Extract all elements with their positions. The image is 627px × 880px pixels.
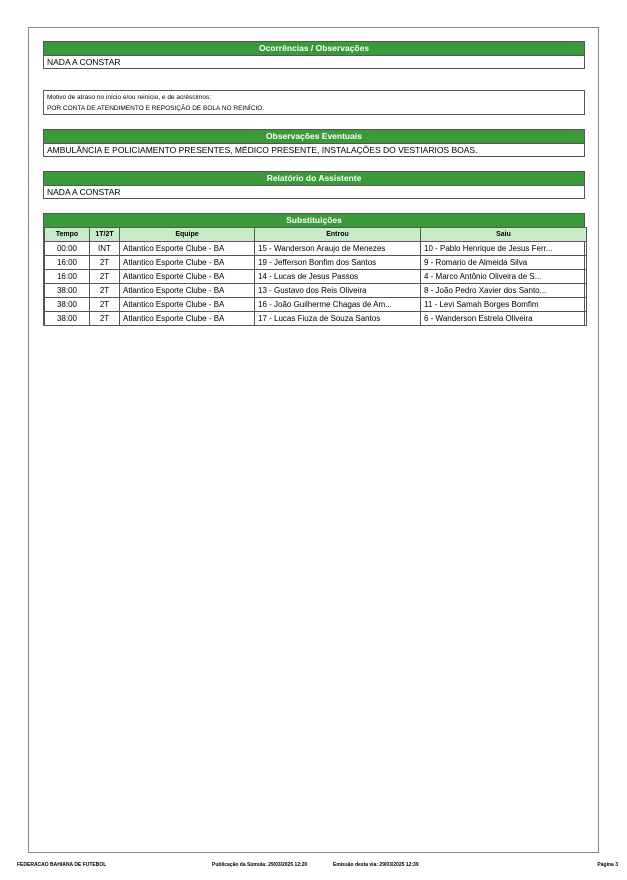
cell-periodo: 2T — [90, 298, 120, 312]
cell-saiu: 4 - Marco Antônio Oliveira de S... — [421, 270, 587, 284]
cell-periodo: 2T — [90, 256, 120, 270]
table-row — [45, 284, 587, 298]
cell-equipe: Atlantico Esporte Clube - BA — [120, 242, 255, 256]
cell-periodo: 2T — [90, 312, 120, 326]
substituicoes-title: Substituições — [44, 214, 584, 227]
footer-emissao: Emissão desta via: 29/03/2025 12:39 — [333, 862, 419, 868]
cell-tempo: 38:00 — [45, 298, 90, 312]
atraso-section — [43, 90, 585, 115]
eventuais-section — [43, 129, 585, 157]
assistente-title: Relatório do Assistente — [44, 172, 584, 186]
footer-org: FEDERACAO BAHIANA DE FUTEBOL — [17, 862, 107, 868]
cell-tempo: 00:00 — [45, 242, 90, 256]
cell-equipe: Atlantico Esporte Clube - BA — [120, 298, 255, 312]
cell-tempo: 38:00 — [45, 284, 90, 298]
cell-entrou: 17 - Lucas Fiuza de Souza Santos — [255, 312, 421, 326]
col-header-saiu: Saiu — [421, 228, 587, 242]
col-header-entrou: Entrou — [255, 228, 421, 242]
table-row — [45, 270, 587, 284]
cell-equipe: Atlantico Esporte Clube - BA — [120, 256, 255, 270]
cell-tempo: 38:00 — [45, 312, 90, 326]
cell-periodo: INT — [90, 242, 120, 256]
cell-entrou: 16 - João Guilherme Chagas de Am... — [255, 298, 421, 312]
ocorrencias-section — [43, 41, 585, 69]
cell-saiu: 8 - João Pedro Xavier dos Santo... — [421, 284, 587, 298]
assistente-text: NADA A CONSTAR — [47, 187, 121, 197]
cell-periodo: 2T — [90, 284, 120, 298]
substituicoes-table — [44, 227, 587, 326]
assistente-section — [43, 171, 585, 199]
table-row — [45, 256, 587, 270]
table-row — [45, 312, 587, 326]
cell-saiu: 11 - Levi Samah Borges Bomfim — [421, 298, 587, 312]
atraso-label: Motivo de atraso no início e/ou reinício, e de acréscimos: — [47, 94, 212, 101]
cell-entrou: 19 - Jefferson Bonfim dos Santos — [255, 256, 421, 270]
footer-pagina: Página 3 — [597, 862, 618, 868]
table-header-row — [45, 228, 587, 242]
table-row — [45, 242, 587, 256]
cell-saiu: 6 - Wanderson Estrela Oliveira — [421, 312, 587, 326]
cell-equipe: Atlantico Esporte Clube - BA — [120, 312, 255, 326]
cell-entrou: 14 - Lucas de Jesus Passos — [255, 270, 421, 284]
cell-tempo: 16:00 — [45, 270, 90, 284]
col-header-equipe: Equipe — [120, 228, 255, 242]
cell-tempo: 16:00 — [45, 256, 90, 270]
eventuais-text: AMBULÂNCIA E POLICIAMENTO PRESENTES, MÉDICO PRESENTE, INSTALAÇÕES DO VESTIARIOS BOAS. — [47, 145, 478, 155]
cell-entrou: 13 - Gustavo dos Reis Oliveira — [255, 284, 421, 298]
col-header-periodo: 1T/2T — [90, 228, 120, 242]
cell-periodo: 2T — [90, 270, 120, 284]
table-row — [45, 298, 587, 312]
cell-equipe: Atlantico Esporte Clube - BA — [120, 284, 255, 298]
eventuais-title: Observações Eventuais — [44, 130, 584, 144]
cell-saiu: 10 - Pablo Henrique de Jesus Ferr... — [421, 242, 587, 256]
ocorrencias-title: Ocorrências / Observações — [44, 42, 584, 56]
cell-entrou: 15 - Wanderson Araujo de Menezes — [255, 242, 421, 256]
col-header-tempo: Tempo — [45, 228, 90, 242]
cell-saiu: 9 - Romario de Almeida Silva — [421, 256, 587, 270]
cell-equipe: Atlantico Esporte Clube - BA — [120, 270, 255, 284]
atraso-text: POR CONTA DE ATENDIMENTO E REPOSIÇÃO DE BOLA NO REINÍCIO. — [47, 105, 265, 112]
ocorrencias-text: NADA A CONSTAR — [47, 57, 121, 67]
substituicoes-section — [43, 213, 585, 326]
footer-publicacao: Publicação da Súmula: 29/03/2025 12:20 — [212, 862, 308, 868]
